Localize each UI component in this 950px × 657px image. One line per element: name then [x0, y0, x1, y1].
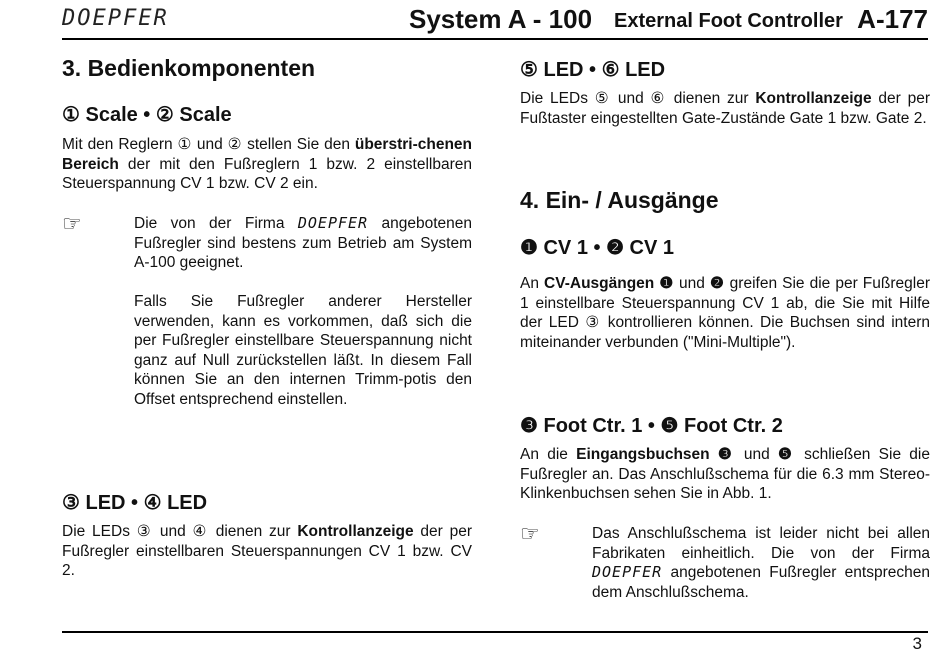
cv-text-1: An	[520, 275, 545, 292]
cv-text-3: greifen Sie die per Fußregler 1 einstellbare Steuerspannung CV 1 ab, die Sie mit Hilfe der LED ③ kontrollieren können. Die Buchsen sind intern miteinander verbunden ("Mini-Multiple").	[520, 275, 930, 351]
doepfer-inline-logo: DOEPFER	[297, 214, 369, 232]
scale-paragraph	[62, 135, 472, 194]
cv-text-bold-2: ❷	[709, 275, 725, 292]
cv-paragraph	[520, 274, 930, 352]
note-paragraph-1	[134, 214, 472, 273]
cv-heading: ❶ CV 1 • ❷ CV 1	[520, 237, 675, 259]
note-right-text-a: Das Anschlußschema ist leider nicht bei allen Fabrikaten einheitlich. Die von der Firma	[592, 525, 930, 562]
led-3-4-paragraph	[62, 522, 472, 581]
scale-heading: ① Scale • ② Scale	[62, 104, 232, 126]
foot-text-2: und	[735, 446, 779, 463]
foot-text-3: schließen Sie die Fußregler an. Das Anschlußschema für die 6.3 mm Stereo-Klinkenbuchsen sehen Sie in Abb. 1.	[520, 446, 930, 502]
led-3-4-heading: ③ LED • ④ LED	[62, 492, 208, 514]
led-text-1: Die LEDs ③ und ④ dienen zur	[62, 523, 298, 540]
module-subtitle: External Foot Controller	[614, 10, 843, 32]
led-text-2: der per Fußregler einstellbaren Steuerspannungen CV 1 bzw. CV 2.	[62, 523, 472, 579]
foot-text-1: An die	[520, 446, 577, 463]
module-number: A-177	[857, 4, 928, 34]
doepfer-inline-logo: DOEPFER	[592, 563, 663, 581]
foot-ctr-heading: ❸ Foot Ctr. 1 • ❺ Foot Ctr. 2	[520, 415, 783, 437]
scale-text-1: Mit den Reglern ① und ② stellen Sie den	[62, 136, 355, 153]
note-paragraph-right	[592, 524, 930, 602]
doepfer-logo: DOEPFER	[62, 6, 169, 31]
pointing-hand-icon: ☞	[62, 211, 82, 236]
header-rule	[62, 38, 928, 40]
cv-text-2: und	[673, 275, 710, 292]
led56-text-2: der per Fußtaster eingestellten Gate-Zustände Gate 1 bzw. Gate 2.	[520, 90, 930, 127]
scale-text-bold: überstri-chenen Bereich	[62, 136, 472, 173]
page-number: 3	[912, 634, 922, 653]
foot-text-bold-2: ❺	[778, 446, 796, 463]
page-header	[62, 4, 928, 36]
cv-text-bold: CV-Ausgängen ❶	[544, 275, 674, 292]
led-text-bold: Kontrollanzeige	[297, 523, 414, 540]
led56-text-1: Die LEDs ⑤ und ⑥ dienen zur	[520, 90, 756, 107]
note-text-1a: Die von der Firma	[134, 215, 298, 232]
section-title-io: 4. Ein- / Ausgänge	[520, 187, 719, 213]
led-5-6-heading: ⑤ LED • ⑥ LED	[520, 59, 666, 81]
foot-ctr-paragraph	[520, 445, 930, 504]
footer-rule	[62, 631, 928, 633]
section-title-controls: 3. Bedienkomponenten	[62, 55, 316, 81]
note-text-1b: angebotenen Fußregler sind bestens zum Betrieb am System A-100 geeignet.	[134, 215, 472, 271]
system-title: System A - 100	[409, 4, 593, 34]
led-5-6-paragraph	[520, 89, 930, 128]
note-right-text-b: angebotenen Fußregler entsprechen dem Anschlußschema.	[592, 564, 930, 601]
pointing-hand-icon: ☞	[520, 521, 540, 546]
led56-text-bold: Kontrollanzeige	[755, 90, 872, 107]
scale-text-2: der mit den Fußreglern 1 bzw. 2 einstellbaren Steuerspannung CV 1 bzw. CV 2 ein.	[62, 155, 472, 192]
foot-text-bold: Eingangsbuchsen ❸	[576, 446, 736, 463]
note-paragraph-2: Falls Sie Fußregler anderer Hersteller verwenden, kann es vorkommen, daß sich die per Fußregler einstellbare Steuerspannung nicht ganz auf Null zurückstellen läßt. In diesem Fall können Sie an den internen Trimm-potis den Offset entsprechend einstellen.	[134, 293, 472, 408]
